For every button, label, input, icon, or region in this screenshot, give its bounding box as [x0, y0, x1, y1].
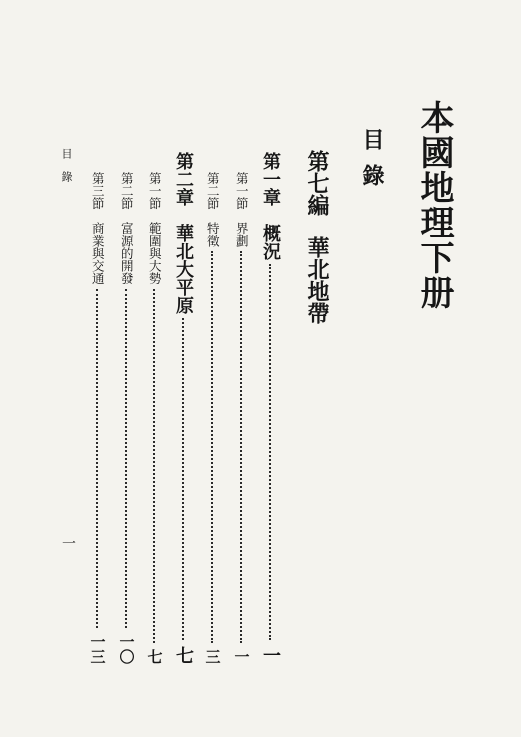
- toc-section-entry: [200, 172, 224, 664]
- page-number: 一: [60, 536, 76, 550]
- part-heading: [306, 150, 328, 324]
- toc-page-number: 七: [145, 649, 164, 664]
- dot-leader: [153, 289, 155, 644]
- toc-section-entry: [142, 172, 166, 664]
- toc-page-number: 一: [232, 649, 251, 664]
- toc-section-entry: [229, 172, 253, 664]
- toc-entry-label: 第二節 富源的開發: [119, 172, 135, 285]
- toc-page-number: 一: [260, 646, 281, 664]
- toc-section-entry: [114, 172, 138, 664]
- part-number: 第七編: [304, 150, 330, 216]
- toc-entry-label: 第一章 概況: [260, 152, 281, 260]
- dot-leader: [96, 289, 98, 629]
- toc-page-number: 一〇: [117, 634, 136, 664]
- running-head: 目錄: [60, 148, 73, 194]
- toc-chapter-entry: [258, 152, 282, 664]
- dot-leader: [182, 318, 184, 640]
- toc-page-number: 三: [203, 649, 222, 664]
- part-title: 華北地帶: [304, 236, 330, 324]
- toc-entry-label: 第一節 界劃: [234, 172, 250, 247]
- toc-entry-label: 第二章 華北大平原: [173, 152, 194, 314]
- toc-chapter-entry: [171, 152, 195, 664]
- toc-entry-label: 第二節 特徵: [205, 172, 221, 247]
- toc-section-entry: [85, 172, 109, 664]
- book-title: 本國地理下册: [414, 100, 454, 310]
- toc-entry-label: 第一節 範圍與大勢: [147, 172, 163, 285]
- dot-leader: [269, 264, 271, 640]
- dot-leader: [211, 251, 213, 643]
- toc-heading: 目錄: [359, 128, 385, 200]
- toc-entry-label: 第三節 商業與交通: [90, 172, 106, 285]
- dot-leader: [240, 251, 242, 643]
- toc-page-number: 一三: [88, 634, 107, 664]
- toc-page-number: 七: [173, 646, 194, 664]
- dot-leader: [125, 289, 127, 629]
